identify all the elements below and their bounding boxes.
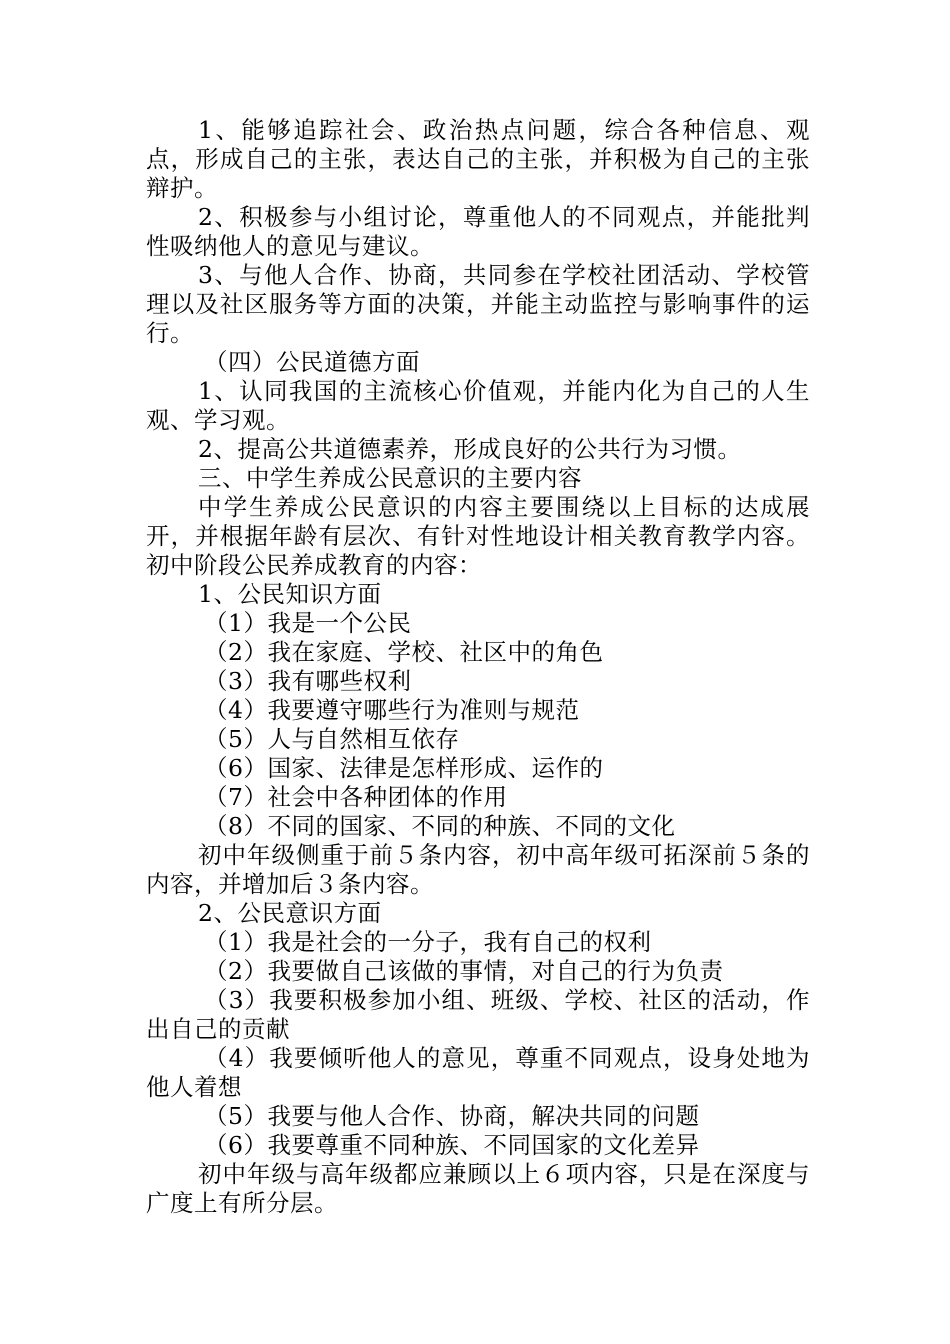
list-item: （3）我有哪些权利 [204, 667, 412, 695]
section-heading-main-content: 三、中学生养成公民意识的主要内容 [198, 464, 582, 492]
list-item: （1）我是社会的一分子，我有自己的权利 [204, 928, 652, 956]
subheading-civic-knowledge: 1、公民知识方面 [198, 580, 382, 608]
section-heading-civic-morality: （四）公民道德方面 [204, 348, 420, 376]
list-item: （7）社会中各种团体的作用 [204, 783, 508, 811]
paragraph-5: 1、认同我国的主流核心价值观，并能内化为自己的人生观、学习观。 [146, 377, 810, 434]
document-page [146, 116, 810, 1218]
list-item: （4）我要倾听他人的意见，尊重不同观点，设身处地为他人着想 [146, 1044, 810, 1101]
list-item: （8）不同的国家、不同的种族、不同的文化 [204, 812, 676, 840]
paragraph-3: 3、与他人合作、协商，共同参在学校社团活动、学校管理以及社区服务等方面的决策，并能主动监控与影响事件的运行。 [146, 261, 810, 347]
list-item: （6）国家、法律是怎样形成、运作的 [204, 754, 604, 782]
paragraph-18: 初中年级侧重于前５条内容，初中高年级可拓深前５条的内容，并增加后３条内容。 [146, 841, 810, 898]
paragraph-26: 初中年级与高年级都应兼顾以上６项内容，只是在深度与广度上有所分层。 [146, 1160, 810, 1217]
paragraph-1: 1、能够追踪社会、政治热点问题，综合各种信息、观点，形成自己的主张，表达自己的主张，并积极为自己的主张辩护。 [146, 116, 810, 202]
list-item: （5）人与自然相互依存 [204, 725, 460, 753]
list-item: （5）我要与他人合作、协商，解决共同的问题 [204, 1102, 700, 1130]
list-item: （4）我要遵守哪些行为准则与规范 [204, 696, 580, 724]
list-item: （3）我要积极参加小组、班级、学校、社区的活动，作出自己的贡献 [146, 986, 810, 1043]
list-item: （1）我是一个公民 [204, 609, 412, 637]
paragraph-2: 2、积极参与小组讨论，尊重他人的不同观点，并能批判性吸纳他人的意见与建议。 [146, 203, 810, 260]
list-item: （2）我在家庭、学校、社区中的角色 [204, 638, 604, 666]
paragraph-6: 2、提高公共道德素养，形成良好的公共行为习惯。 [198, 435, 742, 463]
list-item: （6）我要尊重不同种族、不同国家的文化差异 [204, 1131, 700, 1159]
paragraph-8: 中学生养成公民意识的内容主要围绕以上目标的达成展开，并根据年龄有层次、有针对性地设计相关教育教学内容。初中阶段公民养成教育的内容： [146, 493, 810, 579]
subheading-civic-awareness: 2、公民意识方面 [198, 899, 382, 927]
list-item: （2）我要做自己该做的事情，对自己的行为负责 [204, 957, 724, 985]
